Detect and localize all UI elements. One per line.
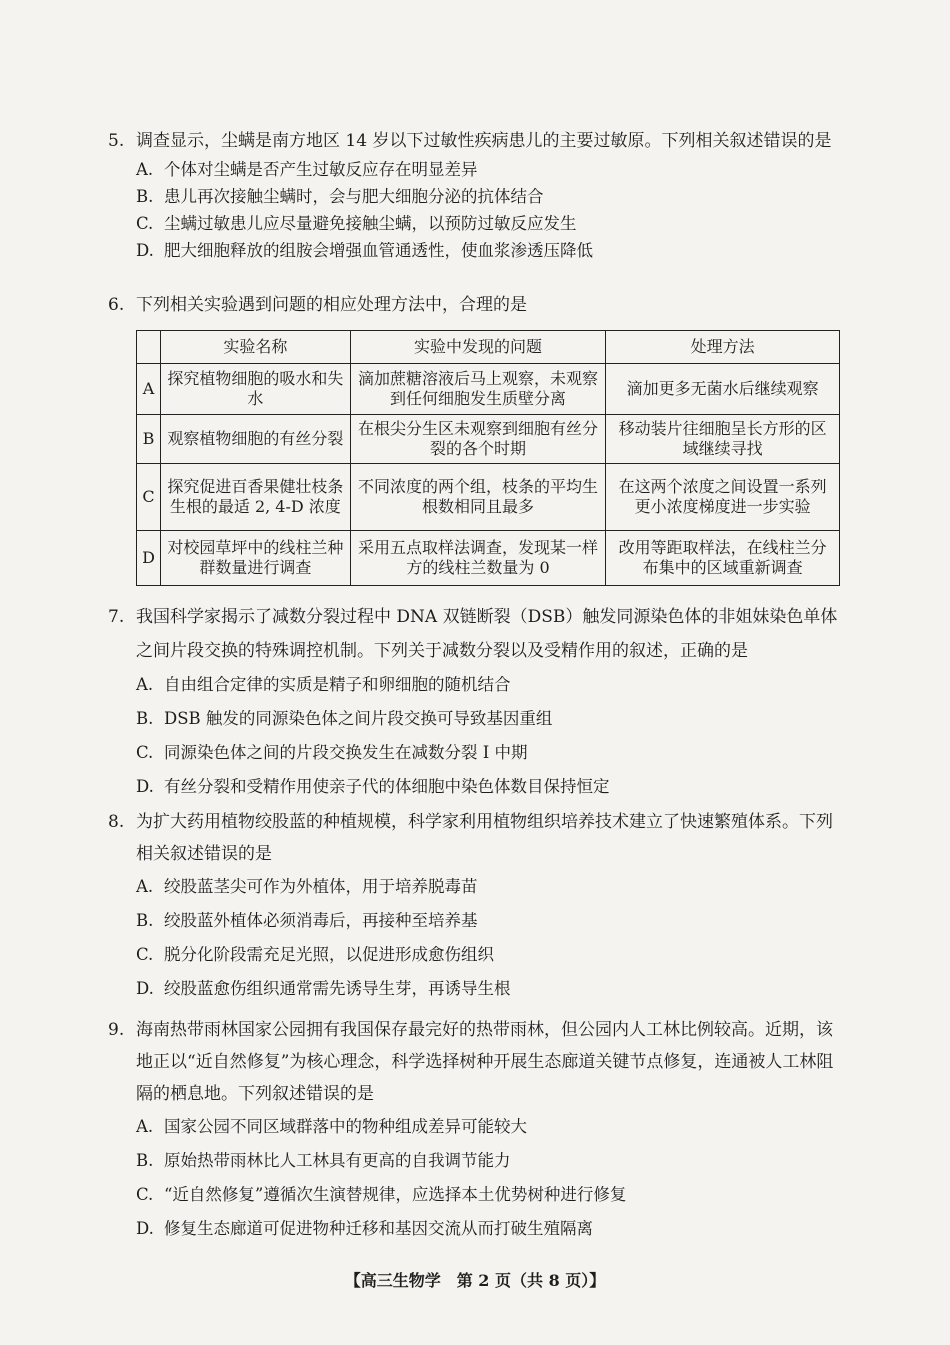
question-number: 9. (108, 1020, 125, 1040)
question-text: 为扩大药用植物绞股蓝的种植规模，科学家利用植物组织培养技术建立了快速繁殖体系。下列相关叙述错误的是 (136, 812, 833, 864)
row-letter: D (137, 531, 161, 586)
table-row (137, 531, 840, 586)
page-footer: 【高三生物学 第 2 页（共 8 页）】 (344, 1271, 606, 1290)
row-letter: C (137, 464, 161, 531)
question-number: 7. (108, 607, 125, 627)
option-b: B. 绞股蓝外植体必须消毒后，再接种至培养基 (136, 911, 478, 930)
header-problem: 实验中发现的问题 (350, 331, 606, 364)
row-letter: A (137, 364, 161, 415)
option-b: B. DSB 触发的同源染色体之间片段交换可导致基因重组 (136, 709, 553, 728)
header-letter (137, 331, 161, 364)
option-b: B. 患儿再次接触尘螨时，会与肥大细胞分泌的抗体结合 (136, 187, 544, 206)
question-9 (108, 1014, 848, 1246)
question-text: 调查显示，尘螨是南方地区 14 岁以下过敏性疾病患儿的主要过敏原。下列相关叙述错误的是 (136, 131, 832, 151)
row-letter: B (137, 415, 161, 464)
experiment-name: 观察植物细胞的有丝分裂 (160, 415, 350, 464)
question-text: 海南热带雨林国家公园拥有我国保存最完好的热带雨林，但公园内人工林比例较高。近期，该地正以“近自然修复”为核心理念，科学选择树种开展生态廊道关键节点修复，连通被人工林阻隔的栖息地。下列叙述错误的是 (136, 1020, 834, 1104)
question-text: 我国科学家揭示了减数分裂过程中 DNA 双链断裂（DSB）触发同源染色体的非姐妹染色单体之间片段交换的特殊调控机制。下列关于减数分裂以及受精作用的叙述，正确的是 (136, 607, 838, 661)
header-method: 处理方法 (606, 331, 840, 364)
question-stem (108, 806, 848, 870)
experiment-name: 探究促进百香果健壮枝条生根的最适 2, 4-D 浓度 (160, 464, 350, 531)
option-d: D. 修复生态廊道可促进物种迁移和基因交流从而打破生殖隔离 (136, 1219, 593, 1238)
experiment-problem: 滴加蔗糖溶液后马上观察，未观察到任何细胞发生质壁分离 (350, 364, 606, 415)
experiment-name: 对校园草坪中的线柱兰种群数量进行调查 (160, 531, 350, 586)
table-header-row (137, 331, 840, 364)
experiment-method: 移动装片往细胞呈长方形的区域继续寻找 (606, 415, 840, 464)
experiment-table (136, 330, 840, 586)
header-name: 实验名称 (160, 331, 350, 364)
experiment-method: 在这两个浓度之间设置一系列更小浓度梯度进一步实验 (606, 464, 840, 531)
option-a: A. 个体对尘螨是否产生过敏反应存在明显差异 (136, 160, 478, 179)
question-stem (108, 1014, 848, 1110)
experiment-method: 滴加更多无菌水后继续观察 (606, 364, 840, 415)
option-d: D. 有丝分裂和受精作用使亲子代的体细胞中染色体数目保持恒定 (136, 777, 610, 796)
option-c: C. 脱分化阶段需充足光照，以促进形成愈伤组织 (136, 945, 494, 964)
question-stem (108, 126, 848, 156)
question-text: 下列相关实验遇到问题的相应处理方法中，合理的是 (136, 295, 527, 315)
option-a: A. 自由组合定律的实质是精子和卵细胞的随机结合 (136, 675, 511, 694)
question-number: 8. (108, 812, 125, 832)
option-c: C. 同源染色体之间的片段交换发生在减数分裂 I 中期 (136, 743, 528, 762)
question-6 (108, 290, 848, 320)
option-c: C. “近自然修复”遵循次生演替规律，应选择本土优势树种进行修复 (136, 1185, 627, 1204)
option-a: A. 国家公园不同区域群落中的物种组成差异可能较大 (136, 1117, 527, 1136)
option-d: D. 肥大细胞释放的组胺会增强血管通透性，使血浆渗透压降低 (136, 241, 593, 260)
table-row (137, 415, 840, 464)
question-7 (108, 600, 848, 804)
question-5 (108, 126, 848, 264)
experiment-name: 探究植物细胞的吸水和失水 (160, 364, 350, 415)
question-stem (108, 290, 848, 320)
option-a: A. 绞股蓝茎尖可作为外植体，用于培养脱毒苗 (136, 877, 478, 896)
table-row (137, 364, 840, 415)
question-number: 6. (108, 295, 125, 315)
experiment-method: 改用等距取样法，在线柱兰分布集中的区域重新调查 (606, 531, 840, 586)
option-d: D. 绞股蓝愈伤组织通常需先诱导生芽，再诱导生根 (136, 979, 511, 998)
experiment-problem: 采用五点取样法调查，发现某一样方的线柱兰数量为 0 (350, 531, 606, 586)
question-8 (108, 806, 848, 1006)
table-row (137, 464, 840, 531)
experiment-problem: 在根尖分生区未观察到细胞有丝分裂的各个时期 (350, 415, 606, 464)
question-stem (108, 600, 848, 668)
question-number: 5. (108, 131, 125, 151)
option-c: C. 尘螨过敏患儿应尽量避免接触尘螨，以预防过敏反应发生 (136, 214, 577, 233)
experiment-problem: 不同浓度的两个组，枝条的平均生根数相同且最多 (350, 464, 606, 531)
option-b: B. 原始热带雨林比人工林具有更高的自我调节能力 (136, 1151, 511, 1170)
